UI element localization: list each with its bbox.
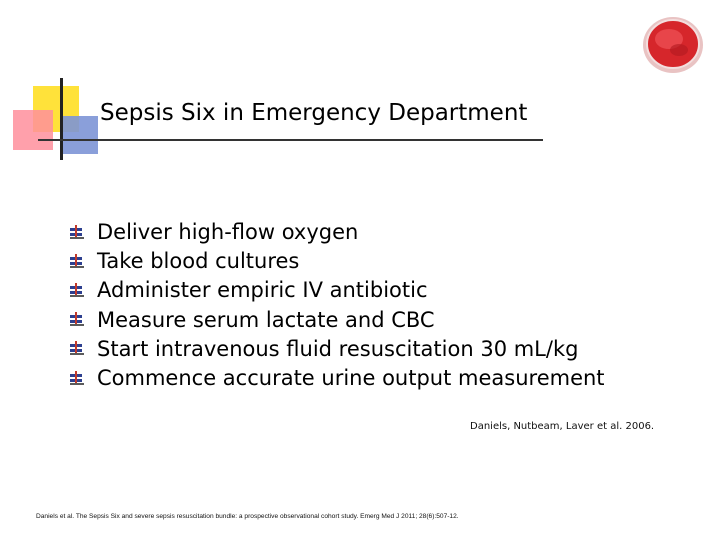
bullet-text: Administer empiric IV antibiotic [97, 278, 428, 303]
title-deco-vertical-line [60, 78, 63, 160]
bullet-icon [70, 254, 86, 270]
list-item [70, 276, 605, 305]
bullet-text: Start intravenous fluid resuscitation 30 mL/kg [97, 336, 579, 361]
list-item [70, 364, 605, 393]
petri-dish-image [641, 12, 705, 76]
bullet-text: Measure serum lactate and CBC [97, 307, 435, 332]
bullet-icon [70, 283, 86, 299]
list-item [70, 247, 605, 276]
bullet-list [70, 218, 605, 393]
bullet-icon [70, 371, 86, 387]
list-item [70, 306, 605, 335]
title-deco-pink-square [13, 110, 53, 150]
bullet-icon [70, 225, 86, 241]
bullet-icon [70, 312, 86, 328]
title-underline [38, 139, 543, 141]
list-item [70, 335, 605, 364]
title-deco-blue-square [60, 116, 98, 154]
slide-title: Sepsis Six in Emergency Department [100, 100, 528, 126]
list-item [70, 218, 605, 247]
short-citation: Daniels, Nutbeam, Laver et al. 2006. [470, 421, 655, 432]
bullet-text: Commence accurate urine output measurement [97, 366, 605, 391]
full-citation: Daniels et al. The Sepsis Six and severe sepsis resuscitation bundle: a prospective observational cohort study. Emerg Med J 2011; 28(6):507-12. [36, 513, 459, 520]
bullet-text: Take blood cultures [97, 249, 300, 274]
bullet-text: Deliver high-flow oxygen [97, 220, 359, 245]
bullet-icon [70, 341, 86, 357]
